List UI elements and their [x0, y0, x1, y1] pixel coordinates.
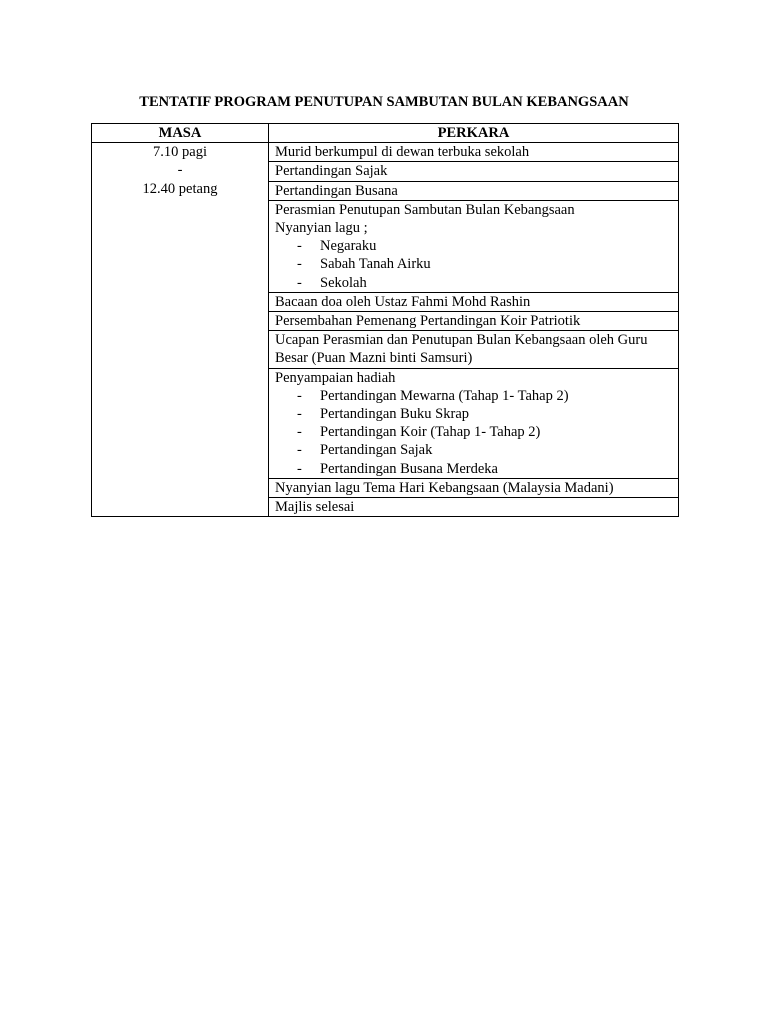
- agenda-item-line: Nyanyian lagu ;: [275, 220, 368, 237]
- header-perkara: PERKARA: [269, 124, 679, 143]
- list-item-label: Pertandingan Buku Skrap: [320, 406, 470, 423]
- prize-list: [275, 387, 672, 478]
- agenda-item: [269, 200, 679, 292]
- list-item-label: Pertandingan Mewarna (Tahap 1- Tahap 2): [320, 387, 569, 404]
- song-list: [275, 237, 672, 292]
- list-item: [275, 274, 672, 292]
- list-item: [275, 441, 672, 459]
- dash-marker: -: [297, 442, 302, 459]
- list-item: [275, 423, 672, 441]
- dash-marker: -: [297, 424, 302, 441]
- dash-marker: -: [297, 406, 302, 423]
- list-item-label: Pertandingan Koir (Tahap 1- Tahap 2): [320, 424, 541, 441]
- agenda-item: [269, 368, 679, 478]
- agenda-item: Nyanyian lagu Tema Hari Kebangsaan (Malaysia Madani): [269, 478, 679, 497]
- agenda-item: Majlis selesai: [269, 498, 679, 517]
- list-item: [275, 387, 672, 405]
- header-masa: MASA: [92, 124, 269, 143]
- time-cell: [92, 143, 269, 517]
- program-schedule-table: [91, 123, 679, 517]
- agenda-item: Bacaan doa oleh Ustaz Fahmi Mohd Rashin: [269, 292, 679, 311]
- agenda-item: Murid berkumpul di dewan terbuka sekolah: [269, 143, 679, 162]
- table-row: [92, 143, 679, 162]
- list-item: [275, 405, 672, 423]
- list-item-label: Negaraku: [320, 238, 377, 255]
- list-item: [275, 237, 672, 255]
- dash-marker: -: [297, 274, 302, 291]
- list-item-label: Sabah Tanah Airku: [320, 256, 431, 273]
- list-item-label: Pertandingan Sajak: [320, 442, 433, 459]
- time-start: 7.10 pagi: [153, 144, 207, 161]
- dash-marker: -: [297, 460, 302, 477]
- dash-marker: -: [297, 387, 302, 404]
- list-item-label: Pertandingan Busana Merdeka: [320, 460, 498, 477]
- list-item: [275, 460, 672, 478]
- time-separator: -: [177, 162, 183, 179]
- agenda-item: Ucapan Perasmian dan Penutupan Bulan Kebangsaan oleh Guru Besar (Puan Mazni binti Samsuri): [269, 331, 679, 368]
- list-item: [275, 255, 672, 273]
- dash-marker: -: [297, 256, 302, 273]
- agenda-item: Pertandingan Sajak: [269, 162, 679, 181]
- dash-marker: -: [297, 238, 302, 255]
- time-end: 12.40 petang: [142, 180, 218, 197]
- agenda-item-line: Penyampaian hadiah: [275, 369, 396, 386]
- agenda-item-line: Perasmian Penutupan Sambutan Bulan Kebangsaan: [275, 201, 575, 218]
- page-title: TENTATIF PROGRAM PENUTUPAN SAMBUTAN BULAN KEBANGSAAN: [139, 94, 629, 110]
- table-header-row: [92, 124, 679, 143]
- agenda-item: Pertandingan Busana: [269, 181, 679, 200]
- list-item-label: Sekolah: [320, 274, 367, 291]
- agenda-item: Persembahan Pemenang Pertandingan Koir Patriotik: [269, 312, 679, 331]
